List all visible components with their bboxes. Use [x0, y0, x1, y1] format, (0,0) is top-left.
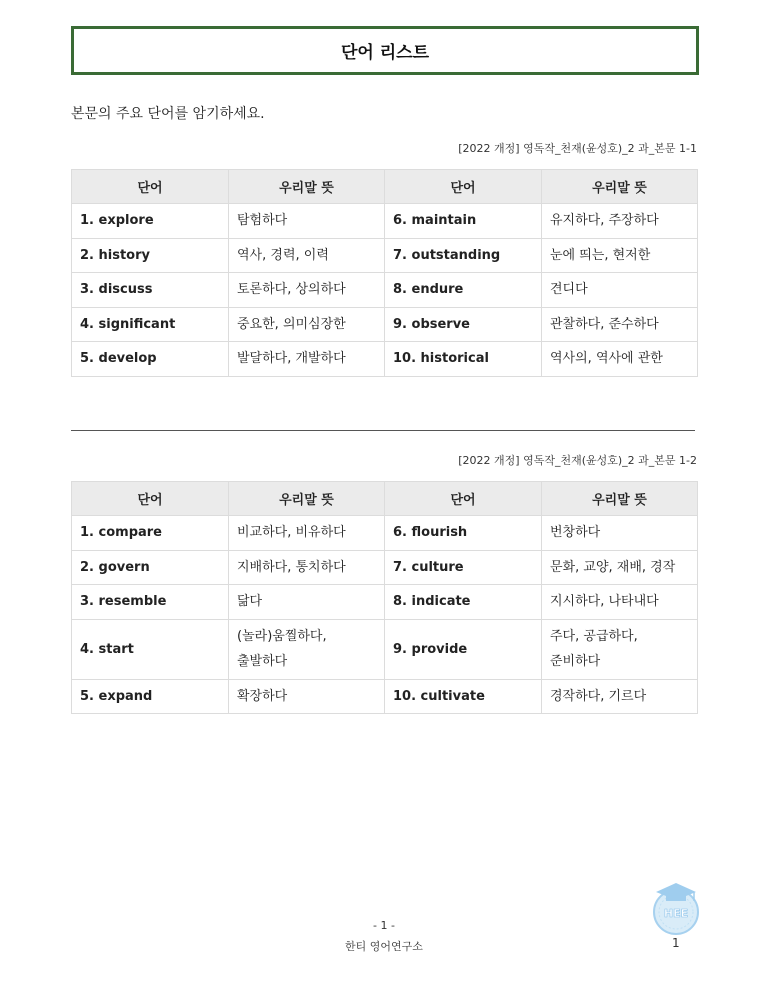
- word-cell: 3. resemble: [72, 585, 229, 620]
- word-cell: 10. cultivate: [385, 679, 542, 714]
- meaning-line: (놀라)움찔하다,: [237, 629, 327, 644]
- logo-text: HEE: [663, 907, 689, 920]
- meaning-cell: [229, 619, 385, 679]
- meaning-cell: [542, 619, 698, 679]
- table-row: [72, 307, 698, 342]
- table-row: [72, 585, 698, 620]
- word-cell: 7. culture: [385, 550, 542, 585]
- header-word: 단어: [385, 482, 542, 516]
- meaning-cell: 견디다: [542, 273, 698, 308]
- word-cell: 5. develop: [72, 342, 229, 377]
- table-header-row: [72, 170, 698, 204]
- vocab-table-1: [71, 169, 698, 377]
- table-row: [72, 619, 698, 679]
- word-cell: 6. maintain: [385, 204, 542, 239]
- meaning-line: 준비하다: [550, 654, 601, 669]
- word-cell: 9. provide: [385, 619, 542, 679]
- table-row: [72, 516, 698, 551]
- header-word: 단어: [72, 170, 229, 204]
- word-cell: 3. discuss: [72, 273, 229, 308]
- meaning-cell: 중요한, 의미심장한: [229, 307, 385, 342]
- header-meaning: 우리말 뜻: [542, 170, 698, 204]
- meaning-line: 출발하다: [237, 654, 288, 669]
- page-title: 단어 리스트: [340, 43, 430, 63]
- meaning-cell: 관찰하다, 준수하다: [542, 307, 698, 342]
- table-row: [72, 238, 698, 273]
- vocab-table-2: [71, 481, 698, 714]
- meaning-cell: 역사의, 역사에 관한: [542, 342, 698, 377]
- source-label-2: [2022 개정] 영독작_천재(윤성호)_2 과_본문 1-2: [458, 454, 697, 467]
- header-word: 단어: [385, 170, 542, 204]
- meaning-line: 주다, 공급하다,: [550, 629, 638, 644]
- table-row: [72, 550, 698, 585]
- page-number: 1: [672, 936, 680, 950]
- header-word: 단어: [72, 482, 229, 516]
- header-meaning: 우리말 뜻: [229, 170, 385, 204]
- meaning-cell: 눈에 띄는, 현저한: [542, 238, 698, 273]
- word-cell: 9. observe: [385, 307, 542, 342]
- meaning-cell: 닮다: [229, 585, 385, 620]
- word-cell: 6. flourish: [385, 516, 542, 551]
- meaning-cell: 경작하다, 기르다: [542, 679, 698, 714]
- table-row: [72, 204, 698, 239]
- meaning-cell: 발달하다, 개발하다: [229, 342, 385, 377]
- section-divider: [71, 430, 695, 431]
- meaning-cell: 토론하다, 상의하다: [229, 273, 385, 308]
- word-cell: 2. govern: [72, 550, 229, 585]
- meaning-cell: 지시하다, 나타내다: [542, 585, 698, 620]
- footer-name: 한티 영어연구소: [345, 940, 423, 953]
- word-cell: 10. historical: [385, 342, 542, 377]
- table-header-row: [72, 482, 698, 516]
- word-cell: 4. start: [72, 619, 229, 679]
- word-cell: 1. explore: [72, 204, 229, 239]
- meaning-cell: 지배하다, 통치하다: [229, 550, 385, 585]
- word-cell: 8. endure: [385, 273, 542, 308]
- meaning-cell: 확장하다: [229, 679, 385, 714]
- table-row: [72, 342, 698, 377]
- instruction-text: 본문의 주요 단어를 암기하세요.: [71, 106, 265, 122]
- meaning-cell: 유지하다, 주장하다: [542, 204, 698, 239]
- table-row: [72, 273, 698, 308]
- meaning-cell: 비교하다, 비유하다: [229, 516, 385, 551]
- meaning-cell: 문화, 교양, 재배, 경작: [542, 550, 698, 585]
- page-mark: - 1 -: [373, 919, 395, 932]
- source-label-1: [2022 개정] 영독작_천재(윤성호)_2 과_본문 1-1: [458, 142, 697, 155]
- header-meaning: 우리말 뜻: [229, 482, 385, 516]
- title-box: [71, 26, 699, 75]
- word-cell: 4. significant: [72, 307, 229, 342]
- word-cell: 5. expand: [72, 679, 229, 714]
- meaning-cell: 역사, 경력, 이력: [229, 238, 385, 273]
- meaning-cell: 번창하다: [542, 516, 698, 551]
- word-cell: 8. indicate: [385, 585, 542, 620]
- header-meaning: 우리말 뜻: [542, 482, 698, 516]
- meaning-cell: 탐험하다: [229, 204, 385, 239]
- word-cell: 2. history: [72, 238, 229, 273]
- table-row: [72, 679, 698, 714]
- word-cell: 1. compare: [72, 516, 229, 551]
- word-cell: 7. outstanding: [385, 238, 542, 273]
